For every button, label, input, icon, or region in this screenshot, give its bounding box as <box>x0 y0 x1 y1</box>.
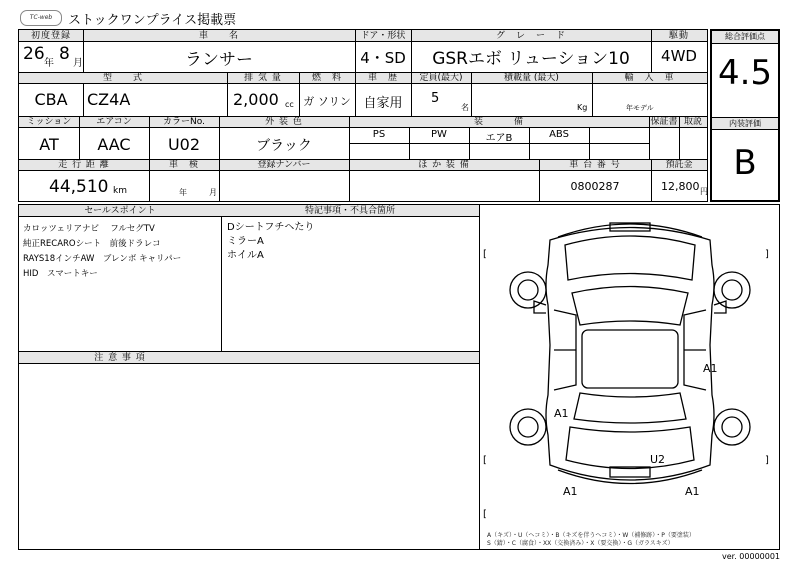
other-equipment-label: ほ か 装 備 <box>418 160 470 170</box>
plate-label: 登録ナンバー <box>257 160 311 170</box>
mileage-label: 走 行 距 離 <box>58 160 110 170</box>
first-reg-month: 8 <box>59 44 70 64</box>
sales-point-line: カロッツェリアナビ フルセグTV <box>23 224 155 234</box>
bracket-open: [ <box>483 509 487 520</box>
manual-label: 取説 <box>683 117 702 127</box>
price-label: 預託金 <box>665 160 693 170</box>
notes-list <box>227 221 314 263</box>
legend-line: A（キズ）・U（ヘコミ）・B（キズを伴うヘコミ）・W（補修跡）・P（要塗装） <box>487 532 695 539</box>
note-line: ホイルA <box>227 250 264 261</box>
car-damage-diagram <box>480 205 779 549</box>
mission: AT <box>39 135 59 154</box>
first-reg-year-unit: 年 <box>44 58 54 69</box>
damage-mark-rear-right: A1 <box>685 485 700 498</box>
sales-points-list <box>23 222 181 282</box>
mileage: 44,510 <box>49 177 109 197</box>
aircon: AAC <box>97 135 131 154</box>
inspection-year-unit: 年 <box>179 188 187 197</box>
bracket-close: ] <box>765 455 769 466</box>
first-reg-month-unit: 月 <box>73 58 83 69</box>
legend-line: S（錆）・C（腐食）・XX（交換済み）・X（要交換）・G（ガラスキズ） <box>487 540 674 547</box>
model-prefix: CBA <box>34 90 68 109</box>
fuel-label: 燃 料 <box>311 73 342 83</box>
warranty-label: 保証書 <box>650 117 678 127</box>
import-model-year: 年モデル <box>626 104 654 112</box>
page-title: ストックワンプライス掲載票 <box>68 13 237 28</box>
overall-score-label: 総合評価点 <box>712 31 778 44</box>
damage-legend <box>487 532 695 548</box>
price-unit: 円 <box>700 187 708 196</box>
fuel: ガ ソリン <box>303 95 351 108</box>
color-no-label: カラーNo. <box>163 117 205 127</box>
interior-score: B <box>733 143 757 183</box>
inspection-label: 車 検 <box>168 160 199 170</box>
aircon-label: エアコン <box>96 117 132 127</box>
capacity: 5 <box>431 91 440 106</box>
car-outline <box>510 223 750 484</box>
sales-point-line: RAYS18インチAW ブレンボ キャリパー <box>23 254 182 264</box>
caution-label: 注 意 事 項 <box>94 353 146 363</box>
sales-point-line: HID スマートキー <box>23 269 98 279</box>
model-label: 型 式 <box>102 73 143 83</box>
chassis-number: 0800287 <box>570 180 620 193</box>
model: CZ4A <box>87 90 131 109</box>
score-box <box>710 29 780 202</box>
logo: TC-web <box>20 10 62 26</box>
mission-label: ミッション <box>26 117 72 127</box>
import-label: 輸 入 車 <box>624 73 675 83</box>
price: 12,800 <box>661 180 700 193</box>
vehicle-info-table <box>18 29 708 202</box>
car-name-label: 車 名 <box>198 31 239 41</box>
damage-mark-right-door: A1 <box>703 362 718 375</box>
chassis-label: 車 台 番 号 <box>569 160 621 170</box>
damage-mark-rear-bumper: U2 <box>650 453 666 466</box>
sales-points-label: セールスポイント <box>84 206 156 216</box>
bracket-close: ] <box>765 249 769 260</box>
damage-mark-rear-left: A1 <box>563 485 578 498</box>
equipment-item: エアB <box>485 133 513 144</box>
equipment-item: ABS <box>549 129 569 140</box>
sales-point-line: 純正RECAROシート 前後ドラレコ <box>23 239 161 249</box>
exterior-color: ブラック <box>256 138 312 154</box>
load-unit: Kg <box>577 103 588 112</box>
door-label: ドア・形状 <box>360 31 406 41</box>
drive: 4WD <box>661 47 697 65</box>
interior-score-label: 内装評価 <box>712 117 778 130</box>
exterior-color-label: 外 装 色 <box>265 117 303 127</box>
version-label: ver. 00000001 <box>722 552 781 561</box>
bracket-open: [ <box>483 455 487 466</box>
overall-score: 4.5 <box>717 53 773 93</box>
car-name: ランサー <box>185 50 253 70</box>
bracket-open: [ <box>483 249 487 260</box>
damage-mark-rear-left-wheel: A1 <box>554 407 569 420</box>
load-label: 積載量 (最大) <box>504 73 559 83</box>
mileage-unit: km <box>113 186 127 196</box>
note-line: ミラーA <box>227 236 264 247</box>
color-no: U02 <box>167 135 201 154</box>
history: 自家用 <box>363 96 403 111</box>
equipment-item: PW <box>431 129 447 140</box>
capacity-unit: 名 <box>461 103 469 112</box>
displacement: 2,000 <box>233 90 279 109</box>
capacity-label: 定員(最大) <box>419 73 463 83</box>
drive-label: 駆動 <box>668 31 689 41</box>
door-shape: 4・SD <box>360 49 406 67</box>
displacement-unit: cc <box>285 100 294 109</box>
equipment-item: PS <box>372 129 386 140</box>
grade: GSRエボ リューション10 <box>432 49 630 69</box>
notes-label: 特記事項・不具合箇所 <box>304 206 395 216</box>
first-reg-label: 初度登録 <box>30 31 71 41</box>
inspection-month-unit: 月 <box>209 188 217 197</box>
equipment-label: 装 備 <box>473 117 524 127</box>
detail-section <box>18 204 780 550</box>
displacement-label: 排 気 量 <box>244 73 282 83</box>
note-line: Dシートフチヘたり <box>227 222 315 233</box>
first-reg-year: 26 <box>23 44 45 64</box>
history-label: 車 歴 <box>367 73 398 83</box>
grade-label: グ レ ー ド <box>495 31 566 41</box>
